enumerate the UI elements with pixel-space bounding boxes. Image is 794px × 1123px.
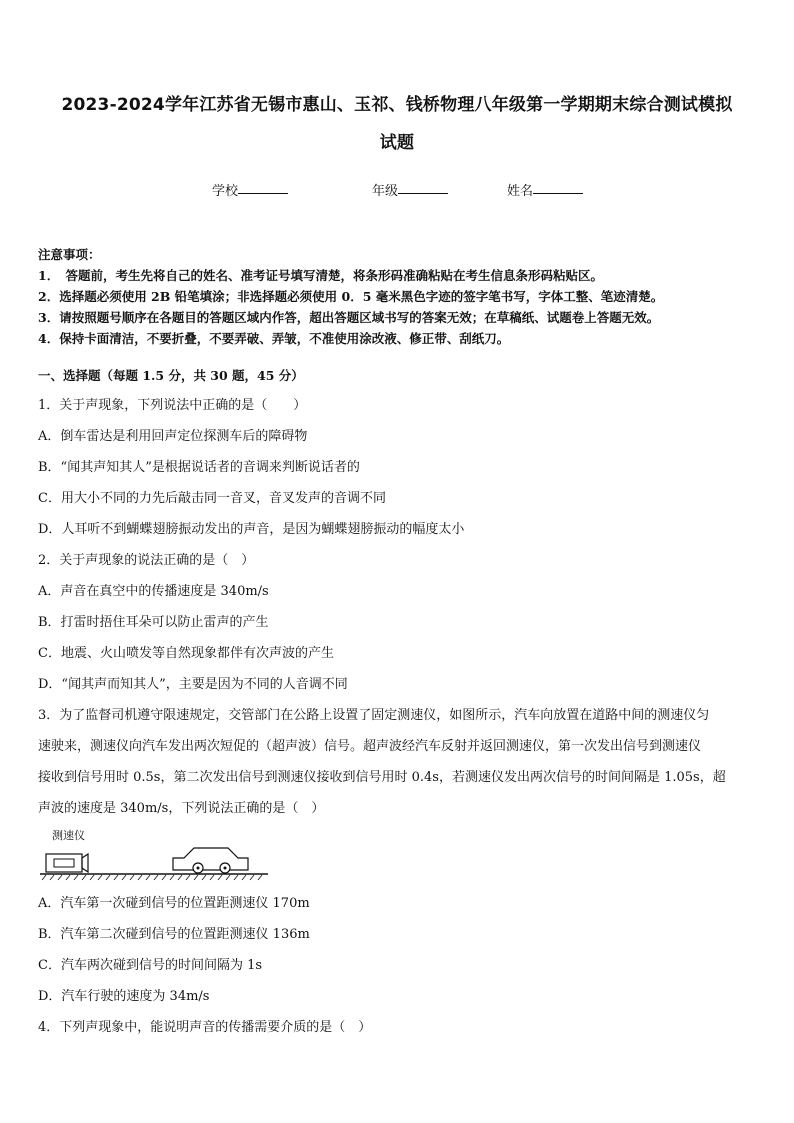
title-line-2: 试题 bbox=[379, 133, 415, 153]
section-heading: 一、选择题（每题 1.5 分，共 30 题，45 分） bbox=[38, 368, 304, 383]
school-field[interactable] bbox=[212, 180, 238, 199]
question-2 bbox=[38, 545, 760, 700]
question-1 bbox=[38, 390, 760, 545]
question-3-line: 接收到信号用时 0.5s，第二次发出信号到测速仪接收到信号用时 0.4s，若测速仪发出两次信号的时间间隔是 1.05s，超 bbox=[38, 770, 726, 785]
grade-label: 年级 bbox=[372, 184, 399, 199]
question-2-stem: 2．关于声现象的说法正确的是（ ） bbox=[38, 553, 255, 568]
note-item: 1． 答题前，考生先将自己的姓名、准考证号填写清楚，将条形码准确粘贴在考生信息条形码粘贴区。 bbox=[38, 268, 603, 283]
note-item: 4．保持卡面清洁，不要折叠，不要弄破、弄皱，不准使用涂改液、修正带、刮纸刀。 bbox=[38, 331, 510, 346]
question-3-line: 3．为了监督司机遵守限速规定，交管部门在公路上设置了固定测速仪，如图所示，汽车向放置在道路中间的测速仪匀 bbox=[38, 708, 710, 723]
grade-blank[interactable] bbox=[398, 180, 448, 194]
school-blank[interactable] bbox=[238, 180, 288, 194]
option-a[interactable]: A．倒车雷达是利用回声定位探测车后的障碍物 bbox=[38, 429, 308, 444]
option-d[interactable]: D．汽车行驶的速度为 34m/s bbox=[38, 989, 210, 1004]
name-field[interactable] bbox=[507, 180, 533, 199]
student-info-row bbox=[0, 180, 794, 200]
option-b[interactable]: B．汽车第二次碰到信号的位置距测速仪 136m bbox=[38, 927, 310, 942]
question-3-options bbox=[38, 888, 760, 1012]
document-title bbox=[30, 86, 764, 162]
question-3-line: 速驶来，测速仪向汽车发出两次短促的（超声波）信号。超声波经汽车反射并返回测速仪，第一次发出信号到测速仪 bbox=[38, 739, 702, 754]
car-icon bbox=[173, 848, 248, 873]
option-c[interactable]: C．用大小不同的力先后敲击同一音叉，音叉发声的音调不同 bbox=[38, 491, 386, 506]
road-ground bbox=[40, 874, 268, 880]
option-d[interactable]: D．“闻其声而知其人”，主要是因为不同的人音调不同 bbox=[38, 677, 348, 692]
name-blank[interactable] bbox=[533, 180, 583, 194]
question-4-stem: 4．下列声现象中，能说明声音的传播需要介质的是（ ） bbox=[38, 1020, 372, 1035]
speed-detector-figure bbox=[38, 838, 278, 886]
question-3-line: 声波的速度是 340m/s，下列说法正确的是（ ） bbox=[38, 801, 325, 816]
option-a[interactable]: A．声音在真空中的传播速度是 340m/s bbox=[38, 584, 269, 599]
notes-block bbox=[38, 244, 758, 349]
school-label: 学校 bbox=[212, 184, 239, 199]
grade-field[interactable] bbox=[372, 180, 398, 199]
option-d[interactable]: D．人耳听不到蝴蝶翅膀振动发出的声音，是因为蝴蝶翅膀振动的幅度太小 bbox=[38, 522, 465, 537]
question-4 bbox=[38, 1012, 760, 1043]
option-b[interactable]: B．打雷时捂住耳朵可以防止雷声的产生 bbox=[38, 615, 269, 630]
note-item: 3．请按照题号顺序在各题目的答题区域内作答，超出答题区域书写的答案无效；在草稿纸、试题卷上答题无效。 bbox=[38, 310, 660, 325]
option-b[interactable]: B．“闻其声知其人”是根据说话者的音调来判断说话者的 bbox=[38, 460, 360, 475]
notes-heading: 注意事项： bbox=[38, 247, 101, 262]
name-label: 姓名 bbox=[507, 184, 534, 199]
question-3-stem bbox=[38, 700, 760, 824]
note-item: 2．选择题必须使用 2B 铅笔填涂；非选择题必须使用 0．5 毫米黑色字迹的签字笔书写，字体工整、笔迹清楚。 bbox=[38, 289, 664, 304]
option-a[interactable]: A．汽车第一次碰到信号的位置距测速仪 170m bbox=[38, 896, 310, 911]
speed-detector-icon bbox=[46, 854, 88, 872]
option-c[interactable]: C．汽车两次碰到信号的时间间隔为 1s bbox=[38, 958, 263, 973]
title-line-1: 2023-2024学年江苏省无锡市惠山、玉祁、钱桥物理八年级第一学期期末综合测试模拟 bbox=[61, 95, 733, 115]
question-1-stem: 1．关于声现象，下列说法中正确的是（ ） bbox=[38, 398, 307, 413]
figure-label: 测速仪 bbox=[52, 829, 85, 842]
option-c[interactable]: C．地震、火山喷发等自然现象都伴有次声波的产生 bbox=[38, 646, 334, 661]
